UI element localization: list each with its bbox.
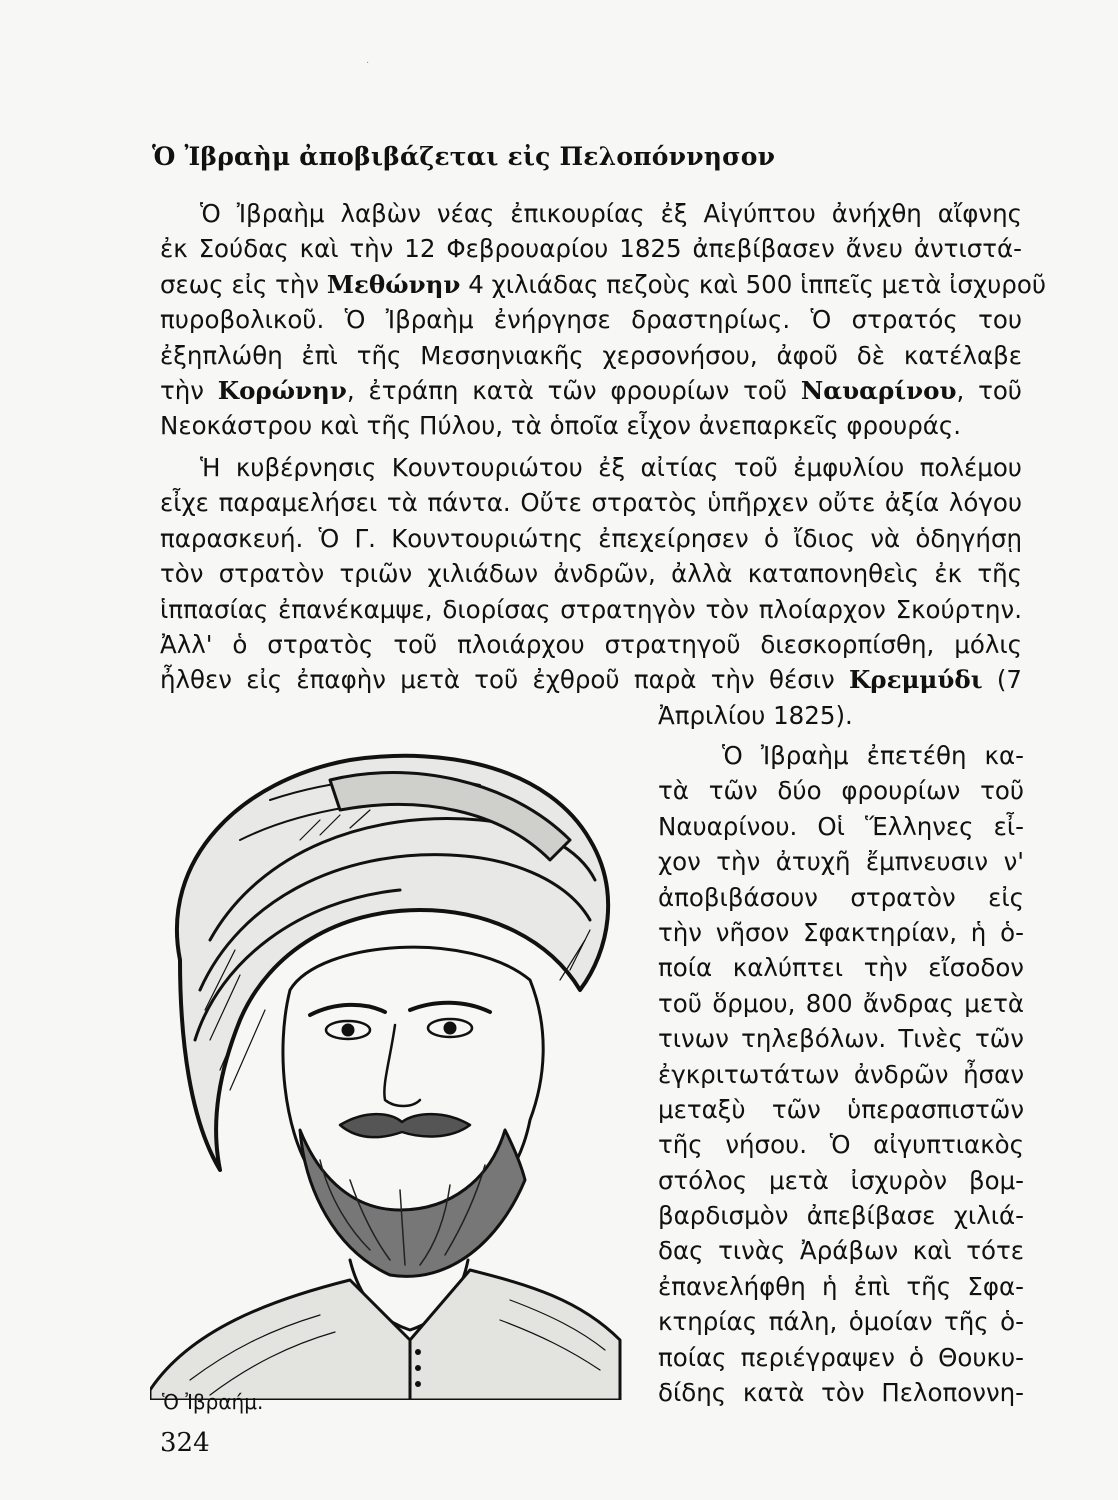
column-text-line: ποία καλύπτει τὴν εἴσοδον: [658, 953, 1024, 983]
text-span: , τοῦ: [956, 375, 1022, 405]
text-line: [160, 556, 1022, 591]
text-span: Ἀλλ' ὁ στρατὸς τοῦ πλοιάρχου στρατηγοῦ διεσκορπίσθη, μόλις: [160, 629, 1022, 659]
bold-place-name: Μεθώνην: [326, 269, 461, 299]
text-line: Ἀπριλίου 1825).: [658, 700, 853, 730]
text-span: πυροβολικοῦ. Ὁ Ἰβραὴμ ἐνήργησε δραστηρίως. Ὁ στρατός του: [160, 305, 1022, 335]
column-text-line: τοῦ ὅρμου, 800 ἄνδρας μετὰ: [658, 988, 1024, 1018]
column-text-line: τὰ τῶν δύο φρουρίων τοῦ: [658, 776, 1024, 806]
text-span: εἶχε παραμελήσει τὰ πάντα. Οὔτε στρατὸς ὑπῆρχεν οὔτε ἀξία λόγου: [160, 488, 1022, 518]
paragraph-2: [160, 450, 1022, 733]
column-text-line: Ὁ Ἰβραὴμ ἐπετέθη κα-: [722, 741, 1024, 770]
text-line: [160, 662, 1022, 697]
text-span: ἐκ Σούδας καὶ τὴν 12 Φεβρουαρίου 1825 ἀπεβίβασεν ἄνευ ἀντιστά-: [160, 234, 1022, 264]
column-text-line: δίδης κατὰ τὸν Πελοποννη-: [658, 1378, 1024, 1408]
column-text-line: δας τινὰς Ἀράβων καὶ τότε: [658, 1236, 1024, 1266]
text-span: (7: [982, 665, 1022, 695]
column-text-line: ἐπανελήφθη ἡ ἐπὶ τῆς Σφα-: [658, 1271, 1024, 1301]
portrait-illustration: [150, 740, 650, 1400]
text-span: ἐξηπλώθη ἐπὶ τῆς Μεσσηνιακῆς χερσονήσου, ἀφοῦ δὲ κατέλαβε: [160, 340, 1022, 370]
section-heading: Ὁ Ἰβραὴμ ἀποβιβάζεται εἰς Πελοπόννησον: [152, 142, 776, 171]
text-span: σεως εἰς τὴν: [160, 269, 327, 299]
text-line: [160, 450, 1022, 485]
column-text-line: ποίας περιέγραψεν ὁ Θουκυ-: [658, 1342, 1024, 1372]
text-line: [160, 302, 1022, 337]
text-line: [160, 373, 1022, 408]
text-span: Νεοκάστρου καὶ τῆς Πύλου, τὰ ὁποῖα εἶχον ἀνεπαρκεῖς φρουράς.: [160, 411, 962, 441]
text-span: τὸν στρατὸν τριῶν χιλιάδων ἀνδρῶν, ἀλλὰ καταπονηθεὶς ἐκ τῆς: [160, 559, 1022, 589]
text-line: [160, 592, 1022, 627]
text-line: [160, 521, 1022, 556]
column-text-line: στόλος μετὰ ἰσχυρὸν βομ-: [658, 1165, 1024, 1195]
text-line: [160, 485, 1022, 520]
text-line: [160, 196, 1022, 231]
column-text-line: μεταξὺ τῶν ὑπερασπιστῶν: [658, 1094, 1024, 1124]
text-span: ἱππασίας ἐπανέκαμψε, διορίσας στρατηγὸν τὸν πλοίαρχον Σκούρτην.: [160, 594, 1022, 624]
column-text-line: κτηρίας πάλη, ὁμοίαν τῆς ὁ-: [658, 1307, 1024, 1337]
bold-place-name: Κρεμμύδι: [849, 665, 983, 695]
column-text-line: τῆς νήσου. Ὁ αἰγυπτιακὸς: [658, 1130, 1024, 1160]
page-number: 324: [160, 1428, 210, 1458]
text-span: Ἡ κυβέρνησις Κουντουριώτου ἐξ αἰτίας τοῦ ἐμφυλίου πολέμου: [200, 453, 1022, 482]
text-line: [160, 231, 1022, 266]
column-text-line: βαρδισμὸν ἀπεβίβασε χιλιά-: [658, 1201, 1024, 1231]
text-line: [160, 267, 1047, 302]
column-text-line: Ναυαρίνου. Οἱ Ἕλληνες εἶ-: [658, 811, 1024, 841]
text-span: Ὁ Ἰβραὴμ λαβὼν νέας ἐπικουρίας ἐξ Αἰγύπτου ἀνήχθη αἴφνης: [200, 199, 1022, 228]
text-line: [160, 338, 1022, 373]
paragraph-3-column: [658, 738, 1024, 1410]
text-span: τὴν: [160, 375, 218, 405]
column-text-line: τινων τηλεβόλων. Τινὲς τῶν: [658, 1024, 1024, 1054]
column-text-line: ἐγκριτωτάτων ἀνδρῶν ἦσαν: [658, 1059, 1024, 1089]
paragraph-1: [160, 196, 1047, 444]
portrait-caption: Ὁ Ἰβραήμ.: [162, 1390, 264, 1414]
column-text-line: ἀποβιβάσουν στρατὸν εἰς: [658, 882, 1024, 912]
paper-speck: ·: [366, 58, 370, 69]
robe: [150, 1270, 620, 1400]
column-text-line: τὴν νῆσον Σφακτηρίαν, ἡ ὁ-: [658, 917, 1024, 947]
text-line: [160, 408, 1022, 443]
text-span: παρασκευή. Ὁ Γ. Κουντουριώτης ἐπεχείρησεν ὁ ἴδιος νὰ ὁδηγήσῃ: [160, 523, 1022, 553]
text-line: [160, 627, 1022, 662]
text-span: ἦλθεν εἰς ἐπαφὴν μετὰ τοῦ ἐχθροῦ παρὰ τὴν θέσιν: [160, 665, 850, 695]
bold-place-name: Κορώνην: [217, 375, 347, 405]
text-span: , ἐτράπη κατὰ τῶν φρουρίων τοῦ: [346, 375, 801, 405]
text-span: 4 χιλιάδας πεζοὺς καὶ 500 ἱππεῖς μετὰ ἰσχυροῦ: [460, 269, 1047, 299]
bold-place-name: Ναυαρίνου: [800, 375, 957, 405]
column-text-line: χον τὴν ἀτυχῆ ἔμπνευσιν ν': [658, 847, 1024, 877]
